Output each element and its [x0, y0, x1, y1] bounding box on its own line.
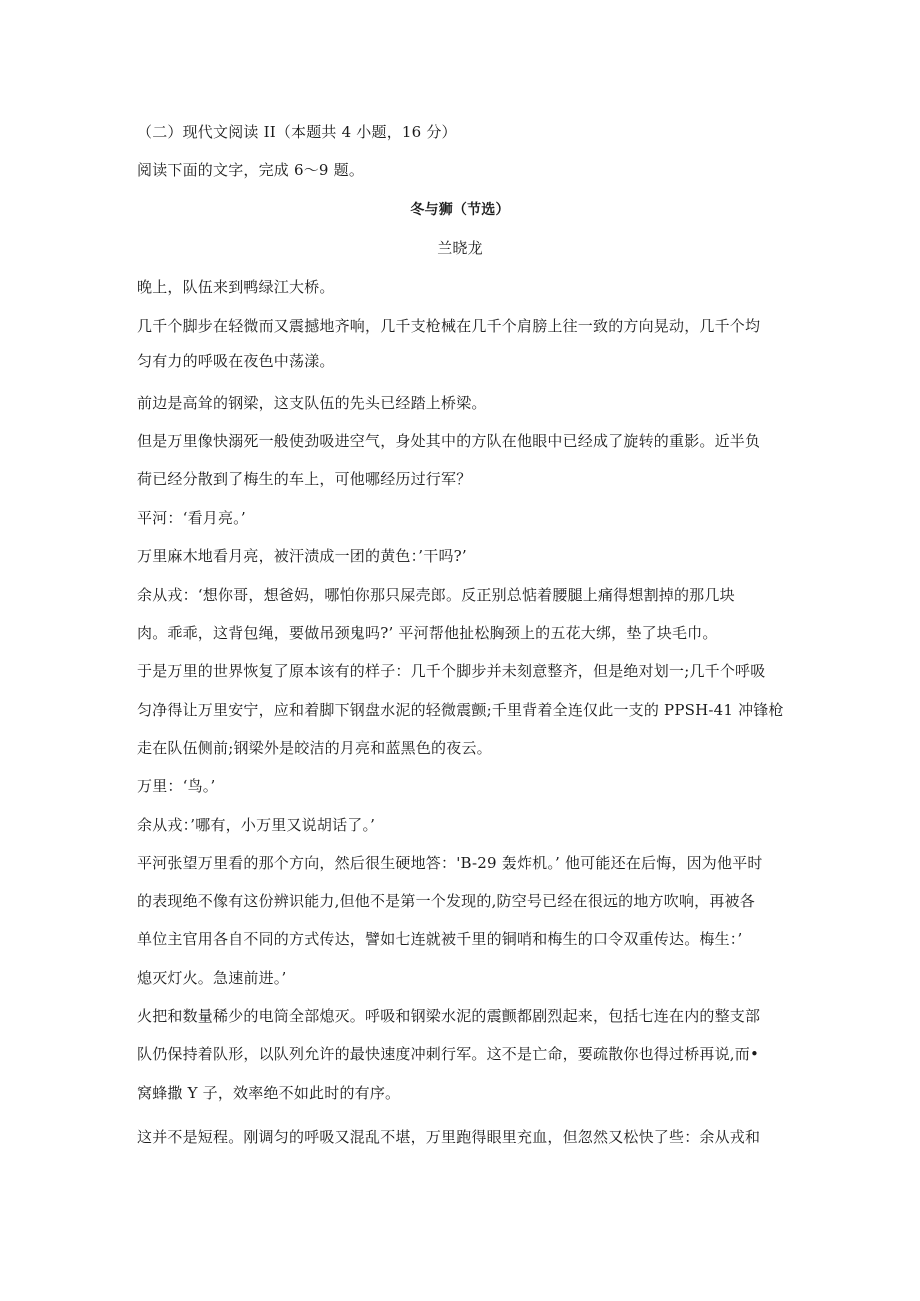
paragraph-line: 队仍保持着队形，以队列允许的最快速度冲刺行军。这不是亡命，要疏散你也得过桥再说,而•: [137, 1045, 760, 1063]
article-author: 兰晓龙: [437, 239, 483, 257]
paragraph-line: 窝蜂撒 Y 子，效率绝不如此时的有序。: [137, 1084, 401, 1102]
paragraph-line: 余从戎：‘想你哥，想爸妈，哪怕你那只屎壳郎。反正别总惦着腰腿上痛得想割掉的那几块: [137, 586, 735, 604]
paragraph-line: 荷已经分散到了梅生的车上，可他哪经历过行军？: [137, 470, 472, 488]
paragraph-line: 晚上，队伍来到鸭绿江大桥。: [137, 278, 335, 296]
paragraph-line: 余从戎：’哪有，小万里又说胡话了。’: [137, 816, 376, 834]
paragraph-line: 单位主官用各自不同的方式传达，譬如七连就被千里的铜哨和梅生的口令双重传达。梅生：’: [137, 930, 743, 948]
paragraph-line: 熄灭灯火。急速前进。’: [137, 969, 287, 987]
paragraph-line: 平河：‘看月亮。’: [137, 509, 246, 527]
paragraph-line: 于是万里的世界恢复了原本该有的样子：几千个脚步并未刻意整齐，但是绝对划一;几千个呼吸: [137, 662, 766, 680]
paragraph-line: 走在队伍侧前;钢梁外是皎洁的月亮和蓝黑色的夜云。: [137, 739, 492, 757]
paragraph-line: 匀有力的呼吸在夜色中荡漾。: [137, 352, 335, 370]
instruction-text: 阅读下面的文字，完成 6～9 题。: [137, 161, 365, 179]
paragraph-line: 肉。乖乖，这背包绳，要做吊颈鬼吗?’ 平河帮他扯松胸颈上的五花大绑，垫了块毛巾。: [137, 624, 718, 642]
paragraph-line: 火把和数量稀少的电筒全部熄灭。呼吸和钢梁水泥的震颤都剧烈起来，包括七连在内的整支部: [137, 1007, 761, 1025]
paragraph-line: 几千个脚步在轻微而又震撼地齐响，几千支枪械在几千个肩膀上往一致的方向晃动，几千个均: [137, 317, 761, 335]
paragraph-line: 平河张望万里看的那个方向，然后很生硬地答：'B-29 轰炸机。’ 他可能还在后悔，因为他平时: [137, 854, 763, 872]
paragraph-line: 这并不是短程。刚调匀的呼吸又混乱不堪，万里跑得眼里充血，但忽然又松快了些：余从戎和: [137, 1128, 761, 1146]
article-title: 冬与狮（节选）: [410, 202, 510, 218]
paragraph-line: 万里麻木地看月亮，被汗渍成一团的黄色：’干吗?’: [137, 547, 467, 565]
paragraph-line: 万里：‘鸟。’: [137, 777, 216, 795]
section-heading: （二）现代文阅读 II（本题共 4 小题，16 分）: [137, 123, 457, 141]
paragraph-line: 匀净得让万里安宁，应和着脚下钢盘水泥的轻微震颤;千里背着全连仅此一支的 PPSH-41 冲锋枪: [137, 701, 784, 719]
paragraph-line: 但是万里像快溺死一般使劲吸进空气，身处其中的方队在他眼中已经成了旋转的重影。近半负: [137, 432, 761, 450]
paragraph-line: 前边是高耸的钢梁，这支队伍的先头已经踏上桥梁。: [137, 394, 487, 412]
paragraph-line: 的表现绝不像有这份辨识能力,但他不是第一个发现的,防空号已经在很远的地方吹响，再被各: [137, 892, 755, 910]
